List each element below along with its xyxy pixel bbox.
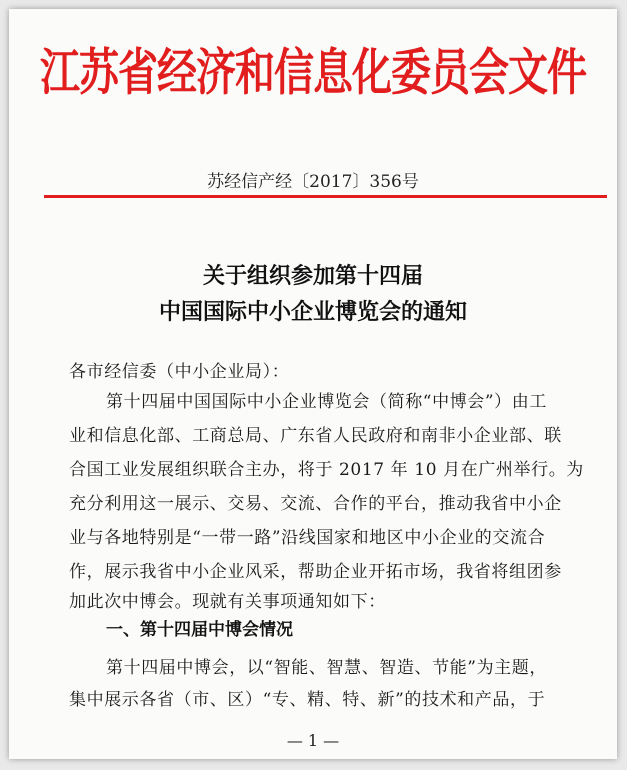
page-number: — 1 — xyxy=(286,731,340,750)
issuer-header-title: 江苏省经济和信息化委员会文件 xyxy=(40,43,586,102)
paragraph-1-line-2: 业和信息化部、工商总局、广东省人民政府和南非小企业部、联 xyxy=(69,426,562,446)
paragraph-2-line-1: 第十四届中博会，以“智能、智慧、智造、节能”为主题， xyxy=(106,658,547,678)
paragraph-2-line-2: 集中展示各省（市、区）“专、精、特、新”的技术和产品，于 xyxy=(69,690,546,710)
paragraph-1-line-7: 加此次中博会。现就有关事项通知如下： xyxy=(69,592,386,612)
section-1-heading: 一、第十四届中博会情况 xyxy=(106,620,293,640)
paragraph-1-line-5: 业与各地特别是“一带一路”沿线国家和地区中小企业的交流合 xyxy=(69,528,546,548)
salutation: 各市经信委（中小企业局）： xyxy=(69,362,290,382)
document-number: 苏经信产经〔2017〕356号 xyxy=(207,172,419,192)
notice-title-line-1: 关于组织参加第十四届 xyxy=(202,263,423,289)
paragraph-1-line-1: 第十四届中国国际中小企业博览会（简称“中博会”）由工 xyxy=(106,392,547,412)
document-page xyxy=(9,9,617,759)
header-red-rule xyxy=(44,195,607,198)
paragraph-1-line-3: 合国工业发展组织联合主办，将于 2017 年 10 月在广州举行。为 xyxy=(69,460,584,480)
notice-title-line-2: 中国国际中小企业博览会的通知 xyxy=(158,299,467,325)
paragraph-1-line-4: 充分利用这一展示、交易、交流、合作的平台，推动我省中小企 xyxy=(69,494,562,514)
paragraph-1-line-6: 作，展示我省中小企业风采，帮助企业开拓市场，我省将组团参 xyxy=(69,562,562,582)
